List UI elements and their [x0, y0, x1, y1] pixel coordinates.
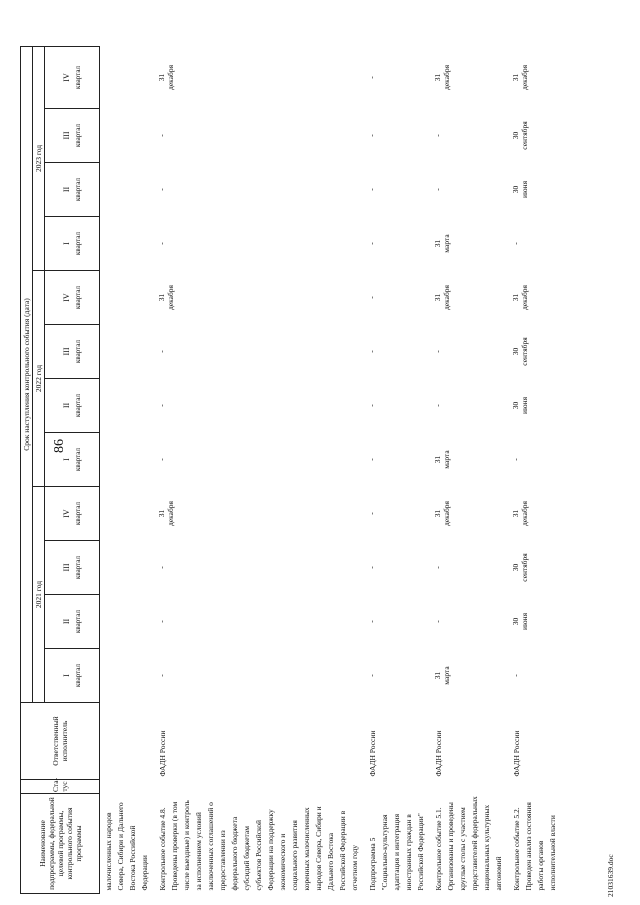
page-number: 86 — [52, 439, 67, 453]
header-quarter: II квартал — [45, 595, 100, 649]
date-cell — [430, 433, 508, 487]
date-cell — [100, 271, 155, 325]
date-cell — [364, 46, 430, 108]
date-day: 30 — [511, 563, 520, 572]
date-cell — [154, 433, 364, 487]
date-day: 31 — [433, 239, 442, 248]
date-cell — [154, 487, 364, 541]
date-month: марта — [442, 450, 451, 469]
date-day: - — [367, 350, 376, 353]
date-month: марта — [442, 666, 451, 685]
date-day: 30 — [511, 131, 520, 140]
header-year-2022: 2022 год — [33, 271, 45, 487]
date-month: декабря — [520, 284, 529, 311]
date-cell — [364, 271, 430, 325]
date-cell — [100, 379, 155, 433]
date-cell — [154, 163, 364, 217]
date-cell — [364, 379, 430, 433]
date-day: 30 — [511, 617, 520, 626]
date-cell — [154, 271, 364, 325]
document-id: 21031639.doc — [606, 854, 615, 897]
date-day: - — [367, 620, 376, 623]
date-cell — [364, 217, 430, 271]
date-day: 31 — [433, 455, 442, 464]
status-cell — [430, 780, 508, 794]
date-cell — [364, 595, 430, 649]
header-quarter: III квартал — [45, 109, 100, 163]
date-day: - — [157, 620, 166, 623]
date-cell — [430, 595, 508, 649]
date-cell — [430, 649, 508, 703]
date-cell — [508, 379, 562, 433]
header-quarter: I квартал — [45, 217, 100, 271]
date-cell — [508, 325, 562, 379]
responsible-cell — [100, 703, 155, 780]
date-cell — [154, 46, 364, 108]
date-cell — [508, 541, 562, 595]
date-day: - — [367, 188, 376, 191]
date-cell — [508, 487, 562, 541]
date-day: - — [367, 76, 376, 79]
date-day: 30 — [511, 347, 520, 356]
header-responsible: Ответственный исполнитель — [21, 703, 100, 780]
date-cell — [154, 595, 364, 649]
date-day: - — [433, 404, 442, 407]
table-row — [430, 46, 508, 893]
date-month: июня — [520, 180, 529, 199]
event-name-cell: Контрольное событие 5.1. Организованы и проведены круглые столы с участием представителей федеральных национальных культурных автономий — [434, 796, 503, 891]
date-day: - — [157, 242, 166, 245]
date-cell — [508, 46, 562, 108]
header-name: Наименование подпрограммы, федеральной целевой программы, контрольного события программы — [21, 794, 100, 894]
responsible-cell: ФАДН России — [434, 730, 443, 777]
date-month: декабря — [166, 64, 175, 90]
date-cell — [100, 163, 155, 217]
date-day: 31 — [157, 293, 166, 302]
date-cell — [430, 46, 508, 108]
event-name-cell: Контрольное событие 5.2. Проведен анализ состояния работы органов исполнительной власти — [512, 802, 557, 891]
header-status: Ста-тус — [21, 780, 100, 794]
status-cell — [100, 780, 155, 794]
date-cell — [100, 433, 155, 487]
date-day: - — [367, 404, 376, 407]
control-events-table — [20, 46, 562, 894]
date-month: июня — [520, 612, 529, 631]
date-month: декабря — [442, 64, 451, 90]
status-cell — [154, 780, 364, 794]
header-quarter: II квартал — [45, 379, 100, 433]
responsible-cell: ФАДН России — [158, 730, 167, 777]
date-month: июня — [520, 396, 529, 415]
date-cell — [508, 433, 562, 487]
header-quarter: II квартал — [45, 163, 100, 217]
date-day: - — [157, 566, 166, 569]
date-cell — [508, 163, 562, 217]
date-cell — [364, 109, 430, 163]
status-cell — [364, 780, 430, 794]
header-quarter: I квартал — [45, 433, 100, 487]
date-cell — [154, 325, 364, 379]
date-day: - — [433, 566, 442, 569]
date-day: 31 — [433, 73, 442, 82]
date-cell — [364, 433, 430, 487]
date-day: - — [511, 674, 520, 677]
date-month: декабря — [520, 500, 529, 527]
date-cell — [154, 109, 364, 163]
date-month: сентября — [520, 337, 529, 366]
date-cell — [430, 325, 508, 379]
date-cell — [100, 46, 155, 108]
date-month: декабря — [166, 500, 175, 527]
date-day: - — [367, 296, 376, 299]
table-row — [364, 46, 430, 893]
date-day: 31 — [157, 509, 166, 518]
date-cell — [154, 379, 364, 433]
date-cell — [364, 541, 430, 595]
date-month: декабря — [442, 500, 451, 527]
date-day: 30 — [511, 401, 520, 410]
table-row — [154, 46, 364, 893]
header-quarter: III квартал — [45, 541, 100, 595]
date-cell — [430, 379, 508, 433]
date-day: 31 — [511, 293, 520, 302]
date-day: - — [433, 188, 442, 191]
date-cell — [430, 217, 508, 271]
date-cell — [100, 217, 155, 271]
header-quarter: I квартал — [45, 649, 100, 703]
date-day: - — [511, 458, 520, 461]
header-year-2023: 2023 год — [33, 46, 45, 270]
date-day: - — [433, 134, 442, 137]
date-cell — [508, 649, 562, 703]
date-month: декабря — [442, 284, 451, 311]
header-quarter: IV квартал — [45, 46, 100, 108]
date-day: - — [157, 674, 166, 677]
date-day: - — [157, 350, 166, 353]
date-cell — [508, 109, 562, 163]
date-day: 31 — [511, 509, 520, 518]
responsible-cell: ФАДН России — [512, 730, 521, 777]
date-cell — [154, 217, 364, 271]
date-cell — [508, 595, 562, 649]
date-day: - — [367, 458, 376, 461]
date-cell — [508, 271, 562, 325]
date-cell — [154, 541, 364, 595]
status-cell — [508, 780, 562, 794]
event-name-cell: Контрольное событие 4.8. Проведены проверки (в том числе выездные) и контроль за исполнением условий заключенных соглашений о предоставлении из федерального бюджета субсидий бюджетам субъектов Российской Федерации на поддержку экономического и социального развития коренных малочисленных народов Севера, Сибири и Дальнего Востока Российской Федерации в отчетном году — [158, 800, 359, 891]
date-cell — [364, 163, 430, 217]
date-day: 31 — [157, 73, 166, 82]
header-quarter: IV квартал — [45, 487, 100, 541]
date-day: - — [157, 188, 166, 191]
date-day: - — [367, 674, 376, 677]
date-cell — [100, 541, 155, 595]
date-day: - — [511, 242, 520, 245]
date-month: декабря — [166, 284, 175, 311]
table-body — [100, 46, 563, 893]
event-name-cell: Подпрограмма 5 "Социально-культурная адаптация и интеграция иностранных граждан в Российской Федерации" — [368, 813, 425, 891]
date-cell — [100, 325, 155, 379]
table-row — [508, 46, 562, 893]
date-day: 31 — [433, 671, 442, 680]
date-cell — [508, 217, 562, 271]
date-month: декабря — [520, 64, 529, 90]
date-cell — [100, 595, 155, 649]
date-cell — [430, 271, 508, 325]
header-quarter: III квартал — [45, 325, 100, 379]
date-month: сентября — [520, 121, 529, 150]
date-day: - — [433, 620, 442, 623]
date-day: 31 — [433, 293, 442, 302]
date-cell — [430, 163, 508, 217]
header-quarter: IV квартал — [45, 271, 100, 325]
table-row — [100, 46, 155, 893]
date-cell — [430, 109, 508, 163]
date-cell — [430, 541, 508, 595]
date-day: - — [367, 242, 376, 245]
responsible-cell: ФАДН России — [368, 730, 377, 777]
date-day: - — [367, 512, 376, 515]
header-term: Срок наступления контрольного события (дата) — [21, 46, 33, 702]
date-day: - — [433, 350, 442, 353]
date-day: - — [157, 458, 166, 461]
date-day: - — [367, 566, 376, 569]
date-day: - — [367, 134, 376, 137]
date-day: 31 — [511, 73, 520, 82]
date-day: - — [157, 134, 166, 137]
date-cell — [100, 649, 155, 703]
date-day: 30 — [511, 185, 520, 194]
date-cell — [364, 487, 430, 541]
header-year-2021: 2021 год — [33, 487, 45, 703]
date-cell — [154, 649, 364, 703]
event-name-cell: малочисленных народов Севера, Сибири и Дальнего Востока Российской Федерации — [104, 802, 149, 891]
date-cell — [364, 649, 430, 703]
date-month: сентября — [520, 553, 529, 582]
date-cell — [100, 109, 155, 163]
date-cell — [364, 325, 430, 379]
date-cell — [430, 487, 508, 541]
date-month: марта — [442, 234, 451, 253]
date-day: - — [157, 404, 166, 407]
table-header — [21, 46, 100, 893]
date-cell — [100, 487, 155, 541]
date-day: 31 — [433, 509, 442, 518]
